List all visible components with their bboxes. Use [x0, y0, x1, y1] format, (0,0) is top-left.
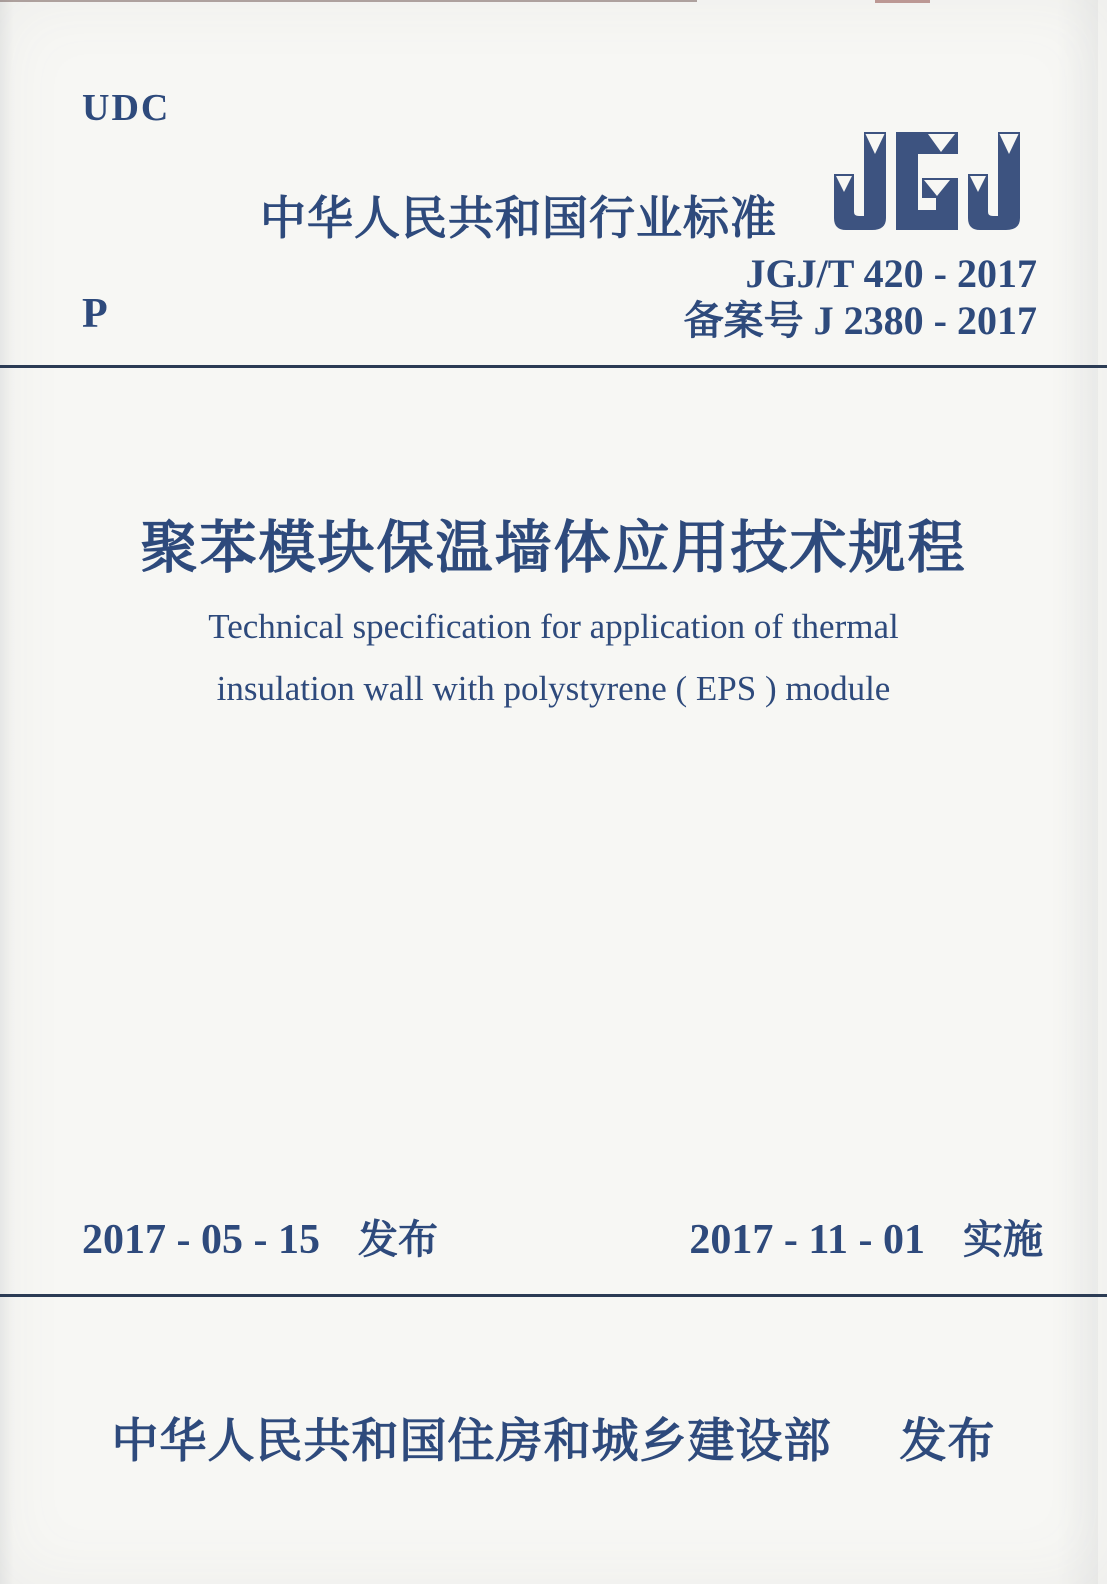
jgj-logo: [826, 124, 1026, 238]
jgj-logo-graphic: [826, 124, 1026, 238]
publisher-name: 中华人民共和国住房和城乡建设部: [111, 1414, 832, 1467]
publisher-row: [0, 1404, 1107, 1471]
issue-date-group: [82, 1208, 438, 1265]
separator-line-bottom: [0, 1294, 1107, 1297]
issue-date: 2017 - 05 - 15: [82, 1217, 320, 1263]
implementation-date: 2017 - 11 - 01: [689, 1217, 925, 1263]
record-number: 备案号 J 2380 - 2017: [683, 298, 1037, 343]
title-chinese: 聚苯模块保温墙体应用技术规程: [140, 517, 967, 580]
standard-number: JGJ/T 420 - 2017: [745, 251, 1037, 296]
implementation-label: 实施: [963, 1218, 1043, 1262]
implementation-date-group: [689, 1208, 1043, 1265]
scan-edge-artifact: [0, 0, 14, 1584]
publish-label: 发布: [899, 1414, 996, 1467]
doc-class-label: P: [82, 291, 108, 337]
scan-edge-artifact: [1056, 0, 1098, 1584]
issue-label: 发布: [357, 1218, 438, 1262]
title-english: [0, 596, 1107, 720]
scan-edge-artifact: [0, 0, 697, 2]
standard-type-heading: 中华人民共和国行业标准: [260, 192, 777, 244]
title-english-line1: Technical specification for application of thermal: [208, 607, 899, 646]
separator-line-top: [0, 365, 1107, 368]
title-english-line2: insulation wall with polystyrene ( EPS ) module: [216, 669, 891, 708]
standard-number-block: [684, 250, 1037, 344]
scan-edge-artifact: [875, 0, 930, 3]
udc-label: UDC: [82, 87, 171, 129]
